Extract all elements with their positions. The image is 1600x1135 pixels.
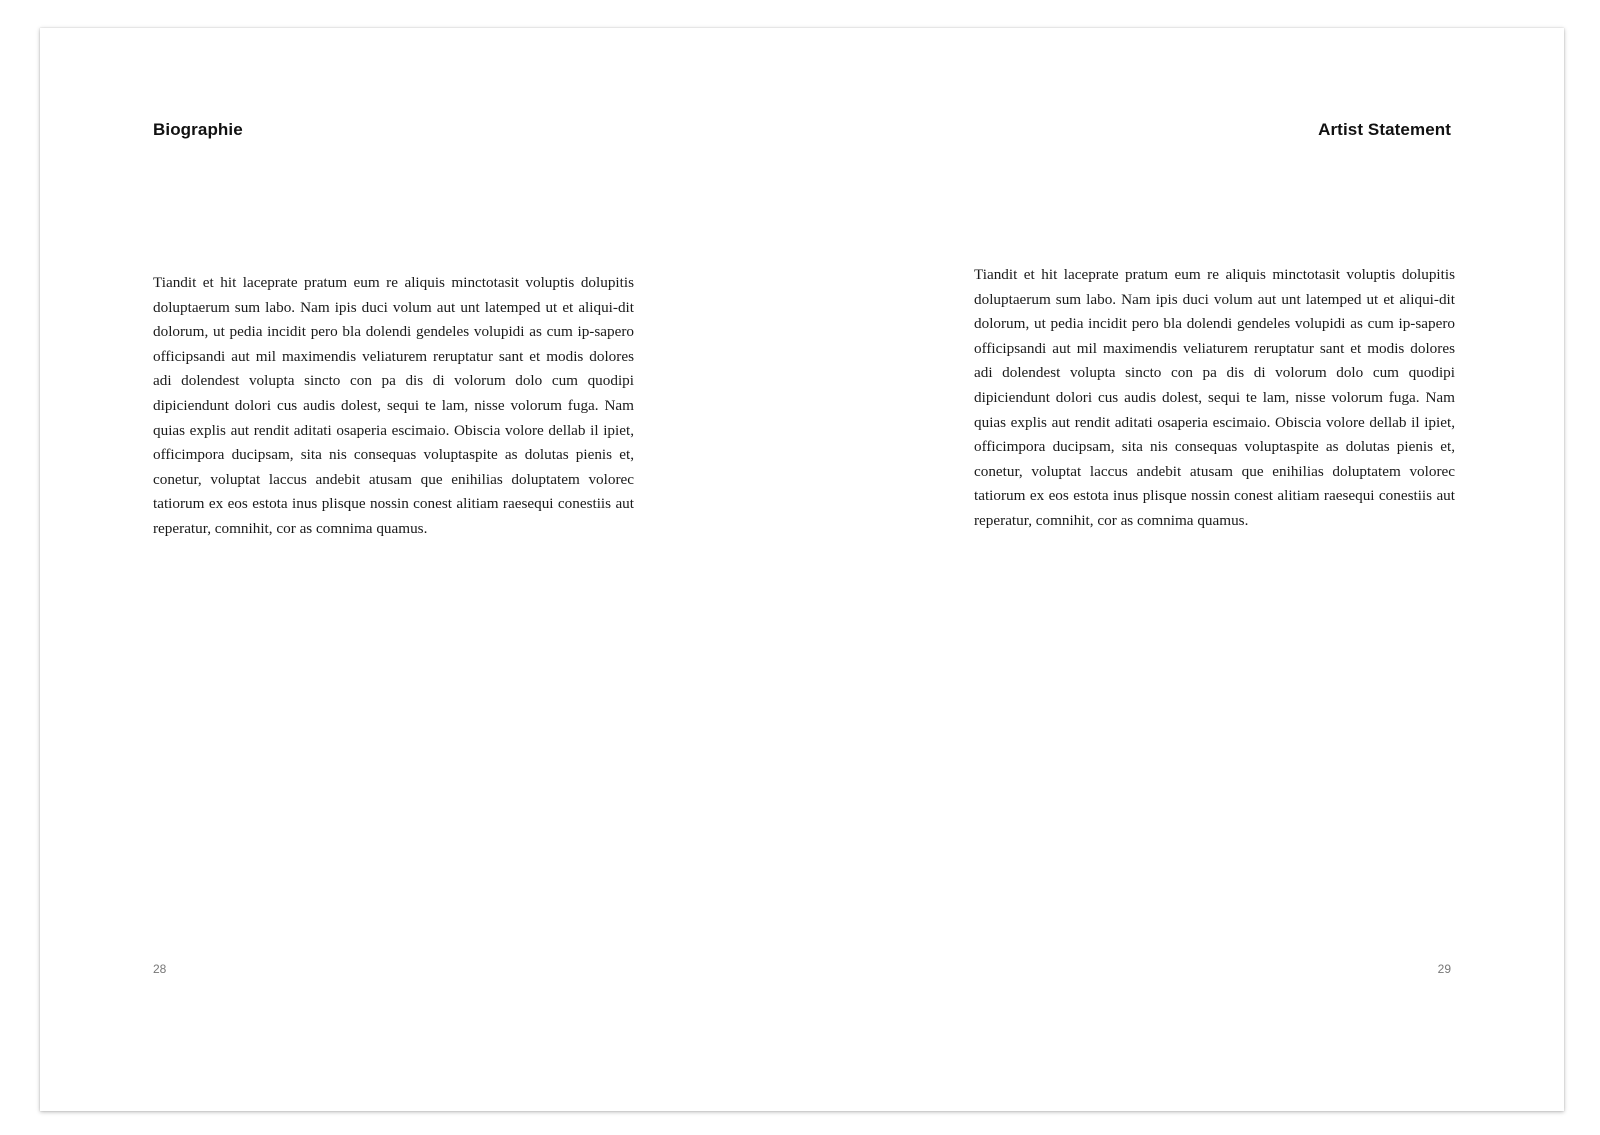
page-number: 29 bbox=[1437, 962, 1451, 976]
right-page bbox=[802, 28, 1564, 1111]
page-heading-biographie: Biographie bbox=[153, 120, 243, 139]
page-heading-artist-statement: Artist Statement bbox=[1318, 120, 1451, 139]
book-spread bbox=[40, 28, 1564, 1111]
body-paragraph: Tiandit et hit laceprate pratum eum re aliquis minctotasit voluptis dolupitis doluptaerum sum labo. Nam ipis duci volum aut unt latemped ut et aliqui-dit dolorum, ut pedia incidit pero bla dolendi gendeles volupidi as cum ip-sapero officipsandi aut mil maximendis veliaturem reruptatur sant et modis dolores adi dolendest volupta sincto con pa dis di volorum dolo cum quodipi dipiciendunt dolori cus audis dolest, sequi te lam, nisse volorum fuga. Nam quias explis aut rendit aditati osaperia escimaio. Obiscia volore dellab il ipiet, officimpora ducipsam, sita nis consequas voluptaspite as dolutas pienis et, conetur, voluptat laccus andebit atusam que enihilias doluptatem volorec tatiorum ex eos estota inus plisque nossin conest alitiam raesequi conestiis aut reperatur, comnihit, cor as comnima quamus. bbox=[153, 274, 634, 537]
page-number: 28 bbox=[153, 962, 167, 976]
left-page bbox=[40, 28, 802, 1111]
body-paragraph: Tiandit et hit laceprate pratum eum re aliquis minctotasit voluptis dolupitis doluptaerum sum labo. Nam ipis duci volum aut unt latemped ut et aliqui-dit dolorum, ut pedia incidit pero bla dolendi gendeles volupidi as cum ip-sapero officipsandi aut mil maximendis veliaturem reruptatur sant et modis dolores adi dolendest volupta sincto con pa dis di volorum dolo cum quodipi dipiciendunt dolori cus audis dolest, sequi te lam, nisse volorum fuga. Nam quias explis aut rendit aditati osaperia escimaio. Obiscia volore dellab il ipiet, officimpora ducipsam, sita nis consequas voluptaspite as dolutas pienis et, conetur, voluptat laccus andebit atusam que enihilias doluptatem volorec tatiorum ex eos estota inus plisque nossin conest alitiam raesequi conestiis aut reperatur, comnihit, cor as comnima quamus. bbox=[974, 266, 1455, 529]
